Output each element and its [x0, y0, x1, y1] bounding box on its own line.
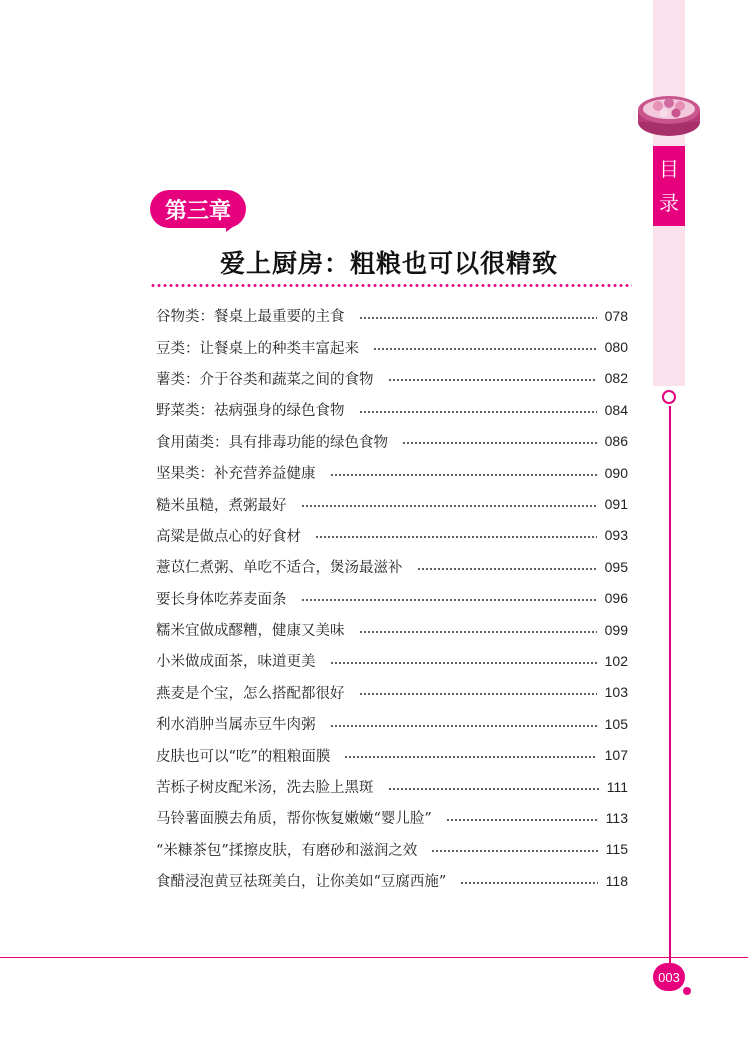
- toc-entry-title: 要长身体吃荞麦面条: [156, 591, 287, 608]
- toc-entry-page: 078: [604, 307, 628, 324]
- chapter-badge: [150, 190, 246, 228]
- toc-leader-dots: [431, 850, 597, 852]
- toc-entry-title: 薏苡仁煮粥、单吃不适合，煲汤最滋补: [156, 560, 403, 577]
- toc-entry[interactable]: [156, 802, 628, 833]
- toc-entry[interactable]: [156, 739, 628, 770]
- toc-leader-dots: [446, 819, 598, 821]
- page-number: 003: [658, 969, 680, 985]
- toc-entry[interactable]: [156, 426, 628, 457]
- toc-leader-dots: [301, 505, 597, 507]
- toc-leader-dots: [301, 599, 597, 601]
- toc-entry-page: 091: [604, 496, 628, 513]
- toc-leader-dots: [388, 788, 599, 790]
- toc-entry[interactable]: [156, 865, 628, 896]
- toc-entry-page: 095: [604, 558, 628, 575]
- toc-entry-page: 102: [604, 652, 628, 669]
- toc-entry-page: 080: [604, 339, 628, 356]
- toc-entry[interactable]: [156, 363, 628, 394]
- toc-leader-dots: [417, 568, 597, 570]
- contents-tab-char-2: 录: [659, 191, 679, 215]
- toc-entry-page: 118: [605, 872, 628, 889]
- contents-tab-char-1: 目: [659, 157, 679, 181]
- toc-entry[interactable]: [156, 834, 628, 865]
- toc-entry[interactable]: [156, 614, 628, 645]
- toc-entry-title: 利水消肿当属赤豆牛肉粥: [156, 717, 316, 734]
- toc-entry[interactable]: [156, 551, 628, 582]
- toc-entry-title: 糙米虽糙，煮粥最好: [156, 497, 287, 514]
- toc-entry-title: 坚果类：补充营养益健康: [156, 466, 316, 483]
- toc-leader-dots: [402, 442, 597, 444]
- toc-entry-title: 马铃薯面膜去角质，帮你恢复嫩嫩“婴儿脸”: [156, 811, 432, 828]
- toc-entry-title: 野菜类：祛病强身的绿色食物: [156, 403, 345, 420]
- bottom-rule: [0, 957, 748, 958]
- toc-entry-page: 086: [604, 433, 628, 450]
- toc-entry-title: 苦栎子树皮配米汤，洗去脸上黑斑: [156, 780, 374, 797]
- toc-leader-dots: [344, 756, 596, 758]
- toc-entry-page: 093: [604, 527, 628, 544]
- toc-entry-title: “米糠茶包”揉擦皮肤，有磨砂和滋润之效: [156, 842, 418, 859]
- toc-leader-dots: [373, 348, 597, 350]
- toc-entry-title: 皮肤也可以“吃”的粗粮面膜: [156, 748, 331, 765]
- toc-entry[interactable]: [156, 583, 628, 614]
- toc-entry-page: 090: [604, 464, 628, 481]
- toc-list: [156, 300, 628, 896]
- toc-entry[interactable]: [156, 708, 628, 739]
- side-line: [669, 406, 671, 966]
- chapter-title: 爱上厨房：粗粮也可以很精致: [219, 249, 558, 278]
- toc-entry-page: 111: [606, 778, 628, 795]
- toc-entry-title: 谷物类：餐桌上最重要的主食: [156, 309, 345, 326]
- toc-entry[interactable]: [156, 771, 628, 802]
- toc-entry-title: 食醋浸泡黄豆祛斑美白，让你美如“豆腐西施”: [156, 874, 447, 891]
- toc-entry[interactable]: [156, 300, 628, 331]
- toc-entry-page: 107: [604, 747, 628, 764]
- toc-entry-page: 113: [605, 809, 628, 826]
- toc-leader-dots: [388, 379, 597, 381]
- toc-leader-dots: [330, 725, 597, 727]
- toc-entry[interactable]: [156, 331, 628, 362]
- toc-entry[interactable]: [156, 645, 628, 676]
- toc-entry[interactable]: [156, 394, 628, 425]
- toc-entry-title: 食用菌类：具有排毒功能的绿色食物: [156, 434, 388, 451]
- toc-entry[interactable]: [156, 457, 628, 488]
- toc-entry-page: 082: [604, 370, 628, 387]
- candy-tin-icon: [636, 88, 702, 138]
- side-circle: [662, 390, 676, 404]
- toc-leader-dots: [359, 631, 597, 633]
- toc-entry-title: 糯米宜做成醪糟，健康又美味: [156, 623, 345, 640]
- toc-leader-dots: [460, 882, 597, 884]
- toc-leader-dots: [359, 411, 597, 413]
- toc-entry-page: 115: [605, 841, 628, 858]
- toc-leader-dots: [330, 474, 597, 476]
- toc-entry-title: 豆类：让餐桌上的种类丰富起来: [156, 340, 359, 357]
- toc-entry-page: 084: [604, 401, 628, 418]
- toc-entry-title: 薯类：介于谷类和蔬菜之间的食物: [156, 371, 374, 388]
- chapter-badge-label: 第三章: [164, 198, 231, 224]
- toc-entry-page: 105: [604, 715, 628, 732]
- toc-entry[interactable]: [156, 677, 628, 708]
- contents-tab[interactable]: [653, 146, 685, 226]
- page-dot: [683, 987, 691, 995]
- page-number-badge: [653, 963, 685, 991]
- toc-entry[interactable]: [156, 520, 628, 551]
- toc-leader-dots: [359, 317, 597, 319]
- dotted-divider: [150, 284, 632, 287]
- toc-entry[interactable]: [156, 488, 628, 519]
- toc-leader-dots: [359, 693, 597, 695]
- toc-leader-dots: [330, 662, 597, 664]
- toc-entry-page: 099: [604, 621, 628, 638]
- toc-entry-page: 103: [604, 684, 628, 701]
- toc-entry-title: 燕麦是个宝，怎么搭配都很好: [156, 685, 345, 702]
- toc-leader-dots: [315, 536, 597, 538]
- toc-entry-title: 高粱是做点心的好食材: [156, 528, 301, 545]
- toc-entry-page: 096: [604, 590, 628, 607]
- toc-entry-title: 小米做成面茶，味道更美: [156, 654, 316, 671]
